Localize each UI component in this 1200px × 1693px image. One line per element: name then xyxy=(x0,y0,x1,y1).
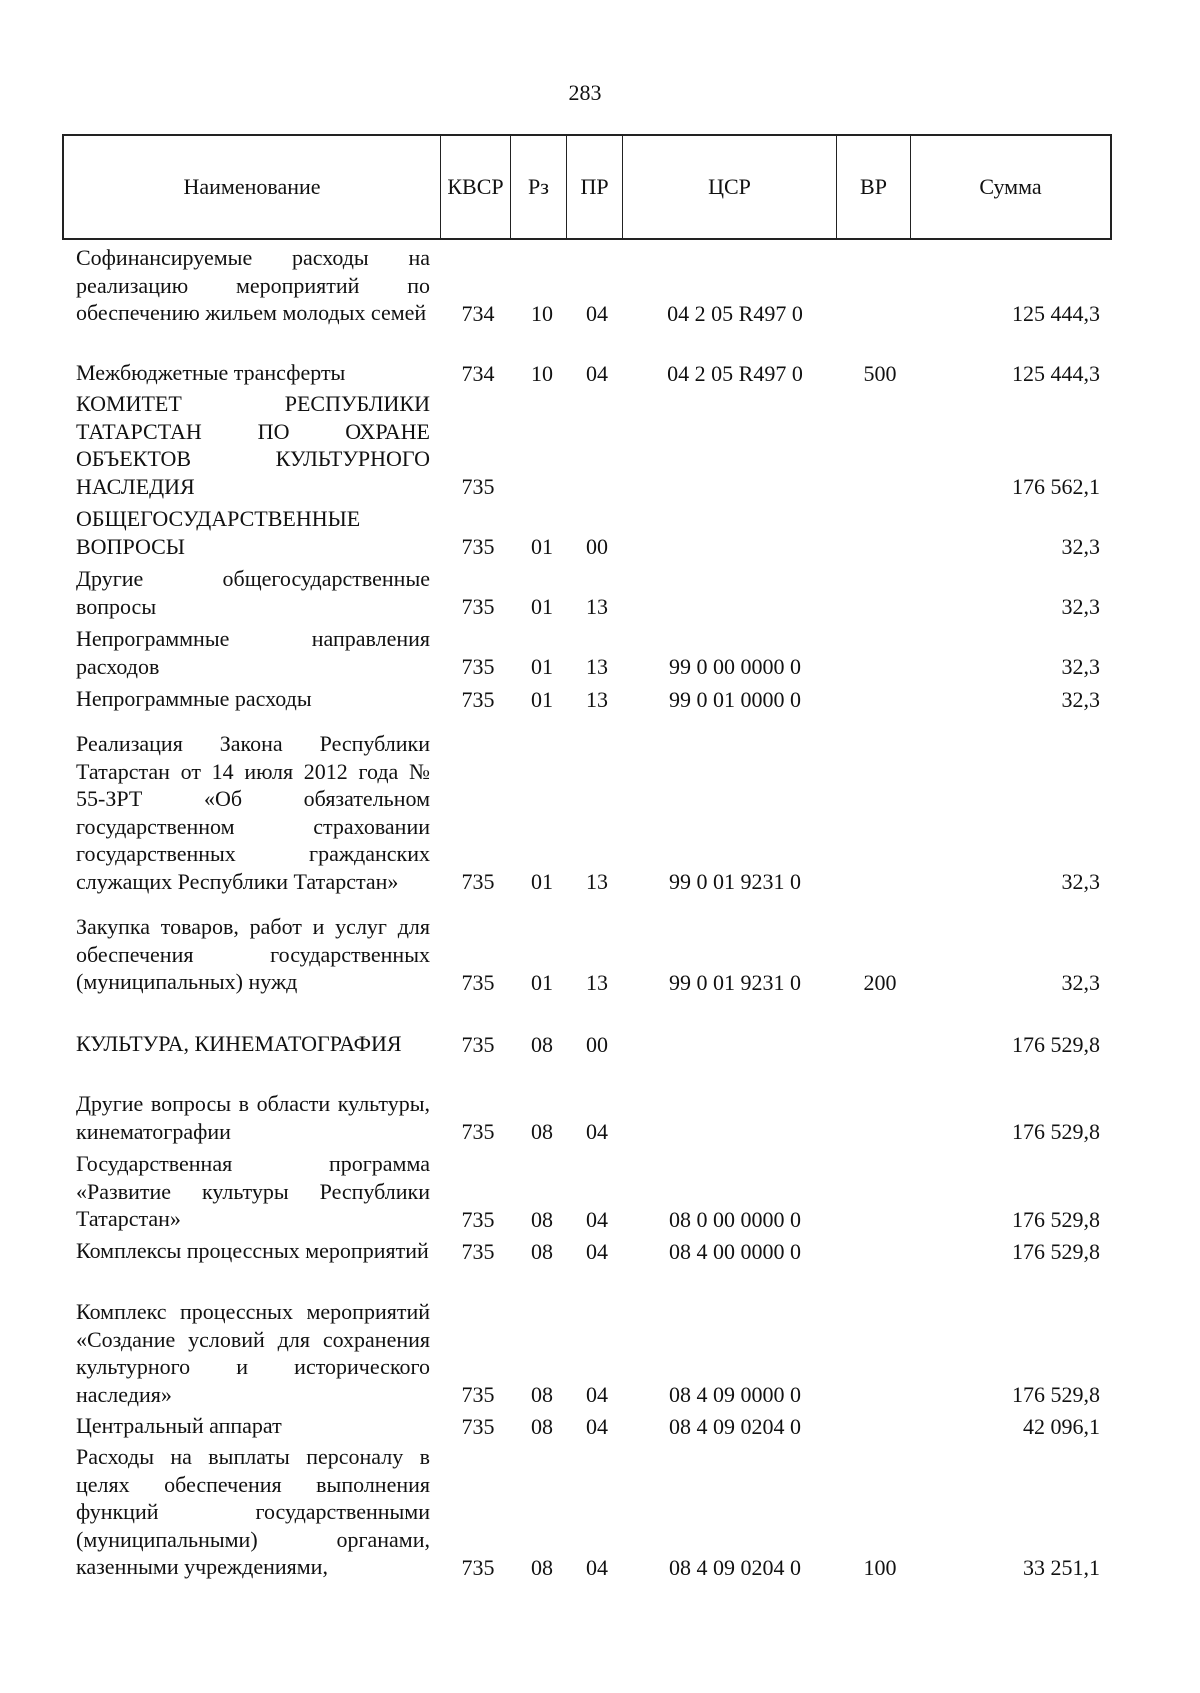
table-row xyxy=(0,1412,1200,1440)
row-kvsr: 734 xyxy=(461,360,495,386)
row-rz: 08 xyxy=(531,1031,553,1057)
row-csr: 08 4 09 0000 0 xyxy=(669,1381,801,1407)
row-pr: 13 xyxy=(586,969,608,995)
row-kvsr: 735 xyxy=(461,1238,495,1264)
row-name: Софинансируемые расходы на реализацию мероприятий по обеспечению жильем молодых семей xyxy=(76,245,430,325)
row-csr: 04 2 05 R497 0 xyxy=(667,360,803,386)
row-kvsr: 735 xyxy=(461,533,495,559)
table-row xyxy=(0,565,1200,621)
row-csr: 99 0 00 0000 0 xyxy=(669,653,801,679)
table-row xyxy=(0,1150,1200,1234)
table-row xyxy=(0,1237,1200,1293)
header-csr: ЦСР xyxy=(622,136,836,238)
row-kvsr: 735 xyxy=(461,1206,495,1232)
row-sum: 32,3 xyxy=(1061,686,1100,712)
row-pr: 00 xyxy=(586,533,608,559)
header-sum: Сумма xyxy=(910,136,1110,238)
row-kvsr: 735 xyxy=(461,686,495,712)
table-row xyxy=(0,244,1200,355)
row-pr: 04 xyxy=(586,1238,608,1264)
row-vr: 200 xyxy=(863,969,897,995)
row-rz: 08 xyxy=(531,1381,553,1407)
table-row xyxy=(0,1090,1200,1146)
row-sum: 32,3 xyxy=(1061,653,1100,679)
row-pr: 13 xyxy=(586,686,608,712)
row-name: КОМИТЕТ РЕСПУБЛИКИ ТАТАРСТАН ПО ОХРАНЕ ОБЪЕКТОВ КУЛЬТУРНОГО НАСЛЕДИЯ xyxy=(76,391,430,499)
row-name: Комплекс процессных мероприятий «Создание условий для сохранения культурного и исторического наследия» xyxy=(76,1299,430,1407)
row-sum: 176 529,8 xyxy=(1012,1206,1100,1232)
row-pr: 04 xyxy=(586,1118,608,1144)
row-rz: 08 xyxy=(531,1413,553,1439)
row-kvsr: 735 xyxy=(461,1413,495,1439)
table-row xyxy=(0,390,1200,502)
row-pr: 13 xyxy=(586,653,608,679)
row-rz: 01 xyxy=(531,533,553,559)
header-kvsr: КВСР xyxy=(440,136,510,238)
row-sum: 32,3 xyxy=(1061,533,1100,559)
row-kvsr: 735 xyxy=(461,969,495,995)
row-csr: 08 4 09 0204 0 xyxy=(669,1413,801,1439)
table-row xyxy=(0,625,1200,681)
row-name: Непрограммные расходы xyxy=(76,686,312,711)
row-sum: 42 096,1 xyxy=(1023,1413,1100,1439)
row-pr: 04 xyxy=(586,300,608,326)
row-kvsr: 735 xyxy=(461,653,495,679)
row-pr: 04 xyxy=(586,1381,608,1407)
row-kvsr: 735 xyxy=(461,1118,495,1144)
row-csr: 99 0 01 9231 0 xyxy=(669,868,801,894)
row-kvsr: 735 xyxy=(461,868,495,894)
row-name: Закупка товаров, работ и услуг для обеспечения государственных (муниципальных) нужд xyxy=(76,914,430,994)
header-vr: ВР xyxy=(836,136,910,238)
row-sum: 33 251,1 xyxy=(1023,1554,1100,1580)
table-row xyxy=(0,1030,1200,1086)
header-rz: Рз xyxy=(510,136,566,238)
row-csr: 04 2 05 R497 0 xyxy=(667,300,803,326)
row-csr: 08 4 00 0000 0 xyxy=(669,1238,801,1264)
table-row xyxy=(0,685,1200,713)
row-rz: 01 xyxy=(531,686,553,712)
table-row xyxy=(0,730,1200,910)
row-kvsr: 735 xyxy=(461,1554,495,1580)
row-sum: 125 444,3 xyxy=(1012,300,1100,326)
row-kvsr: 735 xyxy=(461,593,495,619)
row-rz: 01 xyxy=(531,653,553,679)
row-name: КУЛЬТУРА, КИНЕМАТОГРАФИЯ xyxy=(76,1031,402,1056)
row-csr: 99 0 01 0000 0 xyxy=(669,686,801,712)
row-name: Реализация Закона Республики Татарстан от 14 июля 2012 года № 55-ЗРТ «Об обязательном государственном страховании государственных гражданских служащих Республики Татарстан» xyxy=(76,731,430,894)
row-csr: 08 0 00 0000 0 xyxy=(669,1206,801,1232)
table-row xyxy=(0,505,1200,561)
row-kvsr: 735 xyxy=(461,473,495,499)
row-pr: 13 xyxy=(586,593,608,619)
row-sum: 176 529,8 xyxy=(1012,1238,1100,1264)
row-sum: 176 529,8 xyxy=(1012,1031,1100,1057)
row-name: ОБЩЕГОСУДАРСТВЕННЫЕ ВОПРОСЫ xyxy=(76,506,361,559)
row-rz: 10 xyxy=(531,360,553,386)
row-csr: 99 0 01 9231 0 xyxy=(669,969,801,995)
table-header xyxy=(62,134,1112,240)
row-pr: 00 xyxy=(586,1031,608,1057)
row-name: Комплексы процессных мероприятий xyxy=(76,1238,429,1263)
row-name: Непрограммные направления расходов xyxy=(76,626,430,679)
row-pr: 04 xyxy=(586,1554,608,1580)
row-sum: 32,3 xyxy=(1061,969,1100,995)
row-kvsr: 735 xyxy=(461,1381,495,1407)
row-name: Расходы на выплаты персоналу в целях обеспечения выполнения функций государственными (муниципальными) органами, казенными учреждениями, xyxy=(76,1444,430,1579)
row-sum: 176 562,1 xyxy=(1012,473,1100,499)
row-name: Государственная программа «Развитие культуры Республики Татарстан» xyxy=(76,1151,430,1231)
row-sum: 176 529,8 xyxy=(1012,1381,1100,1407)
header-pr: ПР xyxy=(566,136,622,238)
row-rz: 10 xyxy=(531,300,553,326)
row-rz: 08 xyxy=(531,1238,553,1264)
row-vr: 500 xyxy=(863,360,897,386)
row-rz: 01 xyxy=(531,593,553,619)
row-sum: 32,3 xyxy=(1061,593,1100,619)
row-sum: 125 444,3 xyxy=(1012,360,1100,386)
row-pr: 04 xyxy=(586,360,608,386)
row-pr: 04 xyxy=(586,1206,608,1232)
row-kvsr: 734 xyxy=(461,300,495,326)
row-name: Другие вопросы в области культуры, кинематографии xyxy=(76,1091,430,1144)
row-pr: 04 xyxy=(586,1413,608,1439)
row-rz: 08 xyxy=(531,1206,553,1232)
header-name: Наименование xyxy=(183,174,321,199)
row-name: Центральный аппарат xyxy=(76,1413,282,1438)
table-row xyxy=(0,359,1200,387)
row-rz: 01 xyxy=(531,868,553,894)
row-csr: 08 4 09 0204 0 xyxy=(669,1554,801,1580)
page-number: 283 xyxy=(568,80,602,105)
table-row xyxy=(0,1298,1200,1410)
row-pr: 13 xyxy=(586,868,608,894)
row-rz: 08 xyxy=(531,1554,553,1580)
row-rz: 01 xyxy=(531,969,553,995)
table-row xyxy=(0,1443,1200,1637)
row-name: Другие общегосударственные вопросы xyxy=(76,566,430,619)
row-kvsr: 735 xyxy=(461,1031,495,1057)
row-sum: 32,3 xyxy=(1061,868,1100,894)
row-name: Межбюджетные трансферты xyxy=(76,360,346,385)
row-rz: 08 xyxy=(531,1118,553,1144)
table-row xyxy=(0,913,1200,1025)
row-sum: 176 529,8 xyxy=(1012,1118,1100,1144)
row-vr: 100 xyxy=(863,1554,897,1580)
